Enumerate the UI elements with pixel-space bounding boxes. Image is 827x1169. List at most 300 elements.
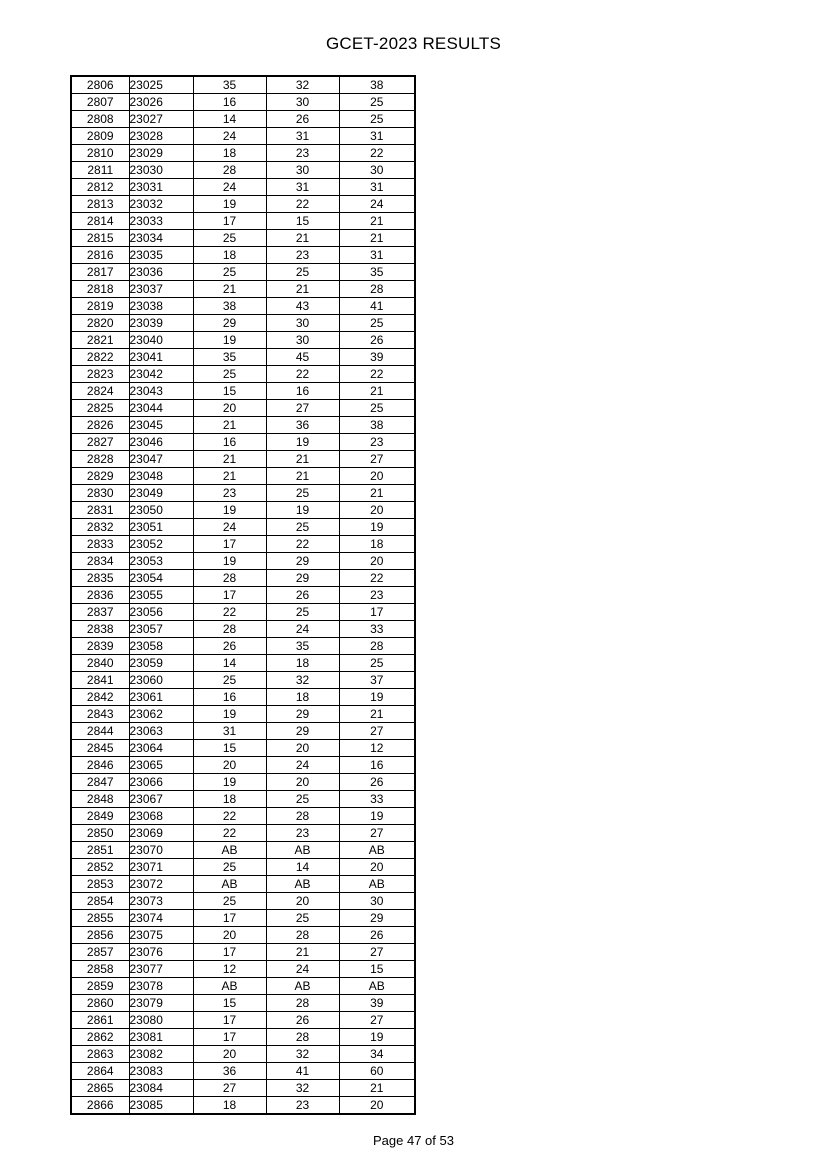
serial-number-cell: 2853 — [71, 876, 129, 893]
score-2-cell: 30 — [266, 315, 339, 332]
roll-number-cell: 23058 — [129, 638, 193, 655]
roll-number-cell: 23076 — [129, 944, 193, 961]
roll-number-cell: 23028 — [129, 128, 193, 145]
serial-number-cell: 2821 — [71, 332, 129, 349]
roll-number-cell: 23027 — [129, 111, 193, 128]
serial-number-cell: 2819 — [71, 298, 129, 315]
score-1-cell: 19 — [193, 196, 266, 213]
roll-number-cell: 23033 — [129, 213, 193, 230]
score-2-cell: 29 — [266, 570, 339, 587]
score-1-cell: 17 — [193, 536, 266, 553]
score-2-cell: 22 — [266, 536, 339, 553]
score-3-cell: 41 — [339, 298, 415, 315]
score-2-cell: 24 — [266, 757, 339, 774]
roll-number-cell: 23051 — [129, 519, 193, 536]
score-2-cell: 21 — [266, 451, 339, 468]
table-row — [71, 264, 415, 281]
score-3-cell: 19 — [339, 1029, 415, 1046]
serial-number-cell: 2830 — [71, 485, 129, 502]
score-2-cell: 24 — [266, 621, 339, 638]
score-3-cell: 34 — [339, 1046, 415, 1063]
table-row — [71, 451, 415, 468]
score-3-cell: 26 — [339, 774, 415, 791]
page-number: Page 47 of 53 — [373, 1133, 454, 1148]
score-1-cell: 25 — [193, 672, 266, 689]
score-1-cell: 26 — [193, 638, 266, 655]
roll-number-cell: 23078 — [129, 978, 193, 995]
roll-number-cell: 23063 — [129, 723, 193, 740]
roll-number-cell: 23083 — [129, 1063, 193, 1080]
page-title: GCET-2023 RESULTS — [325, 34, 502, 53]
score-1-cell: 20 — [193, 1046, 266, 1063]
roll-number-cell: 23062 — [129, 706, 193, 723]
score-3-cell: 19 — [339, 519, 415, 536]
score-1-cell: 14 — [193, 655, 266, 672]
score-2-cell: 32 — [266, 76, 339, 94]
table-row — [71, 179, 415, 196]
score-3-cell: 25 — [339, 111, 415, 128]
table-row — [71, 978, 415, 995]
score-1-cell: 25 — [193, 859, 266, 876]
score-1-cell: 15 — [193, 740, 266, 757]
serial-number-cell: 2820 — [71, 315, 129, 332]
table-row — [71, 876, 415, 893]
score-1-cell: 20 — [193, 400, 266, 417]
table-row — [71, 519, 415, 536]
score-1-cell: 15 — [193, 383, 266, 400]
roll-number-cell: 23049 — [129, 485, 193, 502]
score-1-cell: 16 — [193, 434, 266, 451]
serial-number-cell: 2839 — [71, 638, 129, 655]
roll-number-cell: 23044 — [129, 400, 193, 417]
score-3-cell: 38 — [339, 76, 415, 94]
serial-number-cell: 2862 — [71, 1029, 129, 1046]
score-3-cell: 28 — [339, 638, 415, 655]
score-3-cell: 19 — [339, 689, 415, 706]
score-3-cell: 22 — [339, 145, 415, 162]
table-row — [71, 927, 415, 944]
score-3-cell: 39 — [339, 995, 415, 1012]
roll-number-cell: 23043 — [129, 383, 193, 400]
serial-number-cell: 2861 — [71, 1012, 129, 1029]
table-row — [71, 1029, 415, 1046]
roll-number-cell: 23050 — [129, 502, 193, 519]
score-1-cell: 19 — [193, 502, 266, 519]
table-row — [71, 706, 415, 723]
table-row — [71, 536, 415, 553]
score-1-cell: 14 — [193, 111, 266, 128]
roll-number-cell: 23046 — [129, 434, 193, 451]
score-3-cell: AB — [339, 978, 415, 995]
serial-number-cell: 2822 — [71, 349, 129, 366]
serial-number-cell: 2810 — [71, 145, 129, 162]
score-1-cell: 31 — [193, 723, 266, 740]
score-1-cell: 29 — [193, 315, 266, 332]
score-1-cell: 25 — [193, 893, 266, 910]
serial-number-cell: 2847 — [71, 774, 129, 791]
score-1-cell: AB — [193, 978, 266, 995]
score-3-cell: AB — [339, 842, 415, 859]
roll-number-cell: 23054 — [129, 570, 193, 587]
score-3-cell: 19 — [339, 808, 415, 825]
score-1-cell: 38 — [193, 298, 266, 315]
score-3-cell: 20 — [339, 859, 415, 876]
table-row — [71, 961, 415, 978]
roll-number-cell: 23066 — [129, 774, 193, 791]
score-2-cell: 32 — [266, 1046, 339, 1063]
table-row — [71, 281, 415, 298]
score-2-cell: 25 — [266, 485, 339, 502]
score-1-cell: 15 — [193, 995, 266, 1012]
roll-number-cell: 23069 — [129, 825, 193, 842]
score-2-cell: 25 — [266, 519, 339, 536]
table-row — [71, 1097, 415, 1115]
score-3-cell: 28 — [339, 281, 415, 298]
score-2-cell: AB — [266, 842, 339, 859]
score-2-cell: 45 — [266, 349, 339, 366]
score-2-cell: 41 — [266, 1063, 339, 1080]
serial-number-cell: 2860 — [71, 995, 129, 1012]
score-1-cell: 28 — [193, 621, 266, 638]
roll-number-cell: 23053 — [129, 553, 193, 570]
score-1-cell: 17 — [193, 910, 266, 927]
table-row — [71, 944, 415, 961]
serial-number-cell: 2814 — [71, 213, 129, 230]
score-2-cell: 22 — [266, 196, 339, 213]
roll-number-cell: 23047 — [129, 451, 193, 468]
score-3-cell: 21 — [339, 383, 415, 400]
score-2-cell: 24 — [266, 961, 339, 978]
serial-number-cell: 2848 — [71, 791, 129, 808]
serial-number-cell: 2855 — [71, 910, 129, 927]
table-row — [71, 332, 415, 349]
score-3-cell: 33 — [339, 621, 415, 638]
score-3-cell: 27 — [339, 451, 415, 468]
score-3-cell: 16 — [339, 757, 415, 774]
roll-number-cell: 23068 — [129, 808, 193, 825]
serial-number-cell: 2831 — [71, 502, 129, 519]
roll-number-cell: 23084 — [129, 1080, 193, 1097]
roll-number-cell: 23029 — [129, 145, 193, 162]
score-1-cell: 18 — [193, 145, 266, 162]
roll-number-cell: 23077 — [129, 961, 193, 978]
table-row — [71, 587, 415, 604]
serial-number-cell: 2838 — [71, 621, 129, 638]
score-3-cell: 18 — [339, 536, 415, 553]
roll-number-cell: 23025 — [129, 76, 193, 94]
serial-number-cell: 2866 — [71, 1097, 129, 1115]
score-3-cell: 33 — [339, 791, 415, 808]
roll-number-cell: 23056 — [129, 604, 193, 621]
score-3-cell: 25 — [339, 315, 415, 332]
score-2-cell: 16 — [266, 383, 339, 400]
serial-number-cell: 2841 — [71, 672, 129, 689]
roll-number-cell: 23048 — [129, 468, 193, 485]
serial-number-cell: 2837 — [71, 604, 129, 621]
score-2-cell: 30 — [266, 162, 339, 179]
score-3-cell: 12 — [339, 740, 415, 757]
score-2-cell: 29 — [266, 706, 339, 723]
score-3-cell: 25 — [339, 655, 415, 672]
score-3-cell: 15 — [339, 961, 415, 978]
table-row — [71, 417, 415, 434]
score-1-cell: AB — [193, 876, 266, 893]
score-2-cell: 25 — [266, 910, 339, 927]
score-3-cell: 60 — [339, 1063, 415, 1080]
roll-number-cell: 23082 — [129, 1046, 193, 1063]
table-row — [71, 349, 415, 366]
serial-number-cell: 2844 — [71, 723, 129, 740]
serial-number-cell: 2845 — [71, 740, 129, 757]
score-1-cell: 28 — [193, 570, 266, 587]
score-2-cell: 43 — [266, 298, 339, 315]
score-2-cell: 20 — [266, 893, 339, 910]
score-2-cell: 26 — [266, 111, 339, 128]
score-2-cell: 19 — [266, 502, 339, 519]
score-1-cell: 17 — [193, 213, 266, 230]
table-row — [71, 196, 415, 213]
serial-number-cell: 2842 — [71, 689, 129, 706]
score-2-cell: 28 — [266, 995, 339, 1012]
roll-number-cell: 23065 — [129, 757, 193, 774]
score-3-cell: 21 — [339, 1080, 415, 1097]
score-3-cell: 21 — [339, 213, 415, 230]
score-1-cell: 19 — [193, 706, 266, 723]
roll-number-cell: 23034 — [129, 230, 193, 247]
score-2-cell: 23 — [266, 1097, 339, 1115]
score-2-cell: 32 — [266, 1080, 339, 1097]
score-3-cell: 30 — [339, 893, 415, 910]
roll-number-cell: 23070 — [129, 842, 193, 859]
roll-number-cell: 23059 — [129, 655, 193, 672]
score-3-cell: 27 — [339, 825, 415, 842]
table-row — [71, 485, 415, 502]
score-3-cell: 31 — [339, 247, 415, 264]
score-1-cell: 18 — [193, 1097, 266, 1115]
table-row — [71, 1012, 415, 1029]
serial-number-cell: 2846 — [71, 757, 129, 774]
score-3-cell: 21 — [339, 230, 415, 247]
table-row — [71, 621, 415, 638]
table-row — [71, 842, 415, 859]
serial-number-cell: 2865 — [71, 1080, 129, 1097]
score-2-cell: 25 — [266, 604, 339, 621]
score-2-cell: 14 — [266, 859, 339, 876]
roll-number-cell: 23040 — [129, 332, 193, 349]
score-1-cell: 24 — [193, 128, 266, 145]
score-2-cell: 20 — [266, 774, 339, 791]
serial-number-cell: 2812 — [71, 179, 129, 196]
serial-number-cell: 2832 — [71, 519, 129, 536]
serial-number-cell: 2850 — [71, 825, 129, 842]
score-3-cell: 27 — [339, 944, 415, 961]
score-2-cell: 30 — [266, 94, 339, 111]
serial-number-cell: 2852 — [71, 859, 129, 876]
score-3-cell: 23 — [339, 434, 415, 451]
table-row — [71, 740, 415, 757]
roll-number-cell: 23060 — [129, 672, 193, 689]
table-row — [71, 468, 415, 485]
score-3-cell: 29 — [339, 910, 415, 927]
score-1-cell: 18 — [193, 247, 266, 264]
score-1-cell: 19 — [193, 332, 266, 349]
serial-number-cell: 2833 — [71, 536, 129, 553]
roll-number-cell: 23071 — [129, 859, 193, 876]
score-1-cell: 24 — [193, 519, 266, 536]
score-1-cell: 19 — [193, 774, 266, 791]
table-row — [71, 893, 415, 910]
score-2-cell: 21 — [266, 281, 339, 298]
score-3-cell: 38 — [339, 417, 415, 434]
score-1-cell: 19 — [193, 553, 266, 570]
score-2-cell: 15 — [266, 213, 339, 230]
score-1-cell: 21 — [193, 451, 266, 468]
score-1-cell: 12 — [193, 961, 266, 978]
table-row — [71, 825, 415, 842]
score-2-cell: 26 — [266, 587, 339, 604]
score-3-cell: 26 — [339, 927, 415, 944]
roll-number-cell: 23038 — [129, 298, 193, 315]
score-1-cell: 17 — [193, 944, 266, 961]
score-2-cell: 27 — [266, 400, 339, 417]
score-2-cell: 29 — [266, 553, 339, 570]
score-2-cell: 21 — [266, 230, 339, 247]
score-1-cell: 36 — [193, 1063, 266, 1080]
serial-number-cell: 2858 — [71, 961, 129, 978]
score-2-cell: 36 — [266, 417, 339, 434]
serial-number-cell: 2840 — [71, 655, 129, 672]
score-3-cell: 39 — [339, 349, 415, 366]
table-row — [71, 145, 415, 162]
score-2-cell: 31 — [266, 128, 339, 145]
score-1-cell: 25 — [193, 264, 266, 281]
score-3-cell: 21 — [339, 706, 415, 723]
serial-number-cell: 2843 — [71, 706, 129, 723]
score-1-cell: 28 — [193, 162, 266, 179]
score-3-cell: 24 — [339, 196, 415, 213]
serial-number-cell: 2825 — [71, 400, 129, 417]
table-row — [71, 298, 415, 315]
score-3-cell: 23 — [339, 587, 415, 604]
serial-number-cell: 2815 — [71, 230, 129, 247]
serial-number-cell: 2836 — [71, 587, 129, 604]
score-2-cell: 31 — [266, 179, 339, 196]
table-row — [71, 723, 415, 740]
roll-number-cell: 23057 — [129, 621, 193, 638]
score-3-cell: 21 — [339, 485, 415, 502]
score-2-cell: 32 — [266, 672, 339, 689]
score-3-cell: 22 — [339, 570, 415, 587]
score-3-cell: 31 — [339, 179, 415, 196]
score-2-cell: 23 — [266, 145, 339, 162]
roll-number-cell: 23061 — [129, 689, 193, 706]
score-1-cell: 17 — [193, 587, 266, 604]
table-row — [71, 553, 415, 570]
roll-number-cell: 23041 — [129, 349, 193, 366]
table-row — [71, 230, 415, 247]
serial-number-cell: 2809 — [71, 128, 129, 145]
score-1-cell: 35 — [193, 349, 266, 366]
score-3-cell: 25 — [339, 94, 415, 111]
table-row — [71, 111, 415, 128]
table-row — [71, 400, 415, 417]
table-row — [71, 94, 415, 111]
score-2-cell: 21 — [266, 944, 339, 961]
roll-number-cell: 23064 — [129, 740, 193, 757]
score-1-cell: 20 — [193, 757, 266, 774]
roll-number-cell: 23080 — [129, 1012, 193, 1029]
roll-number-cell: 23032 — [129, 196, 193, 213]
serial-number-cell: 2817 — [71, 264, 129, 281]
table-row — [71, 910, 415, 927]
table-row — [71, 128, 415, 145]
score-2-cell: 23 — [266, 247, 339, 264]
score-1-cell: 21 — [193, 468, 266, 485]
score-1-cell: 16 — [193, 94, 266, 111]
score-2-cell: 22 — [266, 366, 339, 383]
roll-number-cell: 23026 — [129, 94, 193, 111]
serial-number-cell: 2818 — [71, 281, 129, 298]
score-3-cell: 20 — [339, 468, 415, 485]
score-2-cell: 18 — [266, 689, 339, 706]
roll-number-cell: 23036 — [129, 264, 193, 281]
serial-number-cell: 2811 — [71, 162, 129, 179]
table-row — [71, 434, 415, 451]
score-1-cell: 25 — [193, 230, 266, 247]
score-3-cell: 17 — [339, 604, 415, 621]
score-1-cell: 25 — [193, 366, 266, 383]
serial-number-cell: 2856 — [71, 927, 129, 944]
roll-number-cell: 23035 — [129, 247, 193, 264]
serial-number-cell: 2864 — [71, 1063, 129, 1080]
serial-number-cell: 2828 — [71, 451, 129, 468]
results-table — [70, 75, 416, 1115]
score-1-cell: 22 — [193, 825, 266, 842]
score-1-cell: 27 — [193, 1080, 266, 1097]
score-3-cell: 27 — [339, 723, 415, 740]
roll-number-cell: 23079 — [129, 995, 193, 1012]
table-row — [71, 791, 415, 808]
score-2-cell: AB — [266, 978, 339, 995]
score-1-cell: 21 — [193, 417, 266, 434]
score-2-cell: 19 — [266, 434, 339, 451]
roll-number-cell: 23045 — [129, 417, 193, 434]
table-row — [71, 247, 415, 264]
serial-number-cell: 2816 — [71, 247, 129, 264]
table-row — [71, 315, 415, 332]
table-row — [71, 213, 415, 230]
score-2-cell: 23 — [266, 825, 339, 842]
serial-number-cell: 2854 — [71, 893, 129, 910]
score-1-cell: AB — [193, 842, 266, 859]
table-row — [71, 859, 415, 876]
score-2-cell: 18 — [266, 655, 339, 672]
serial-number-cell: 2851 — [71, 842, 129, 859]
score-3-cell: 20 — [339, 553, 415, 570]
serial-number-cell: 2807 — [71, 94, 129, 111]
score-1-cell: 20 — [193, 927, 266, 944]
table-row — [71, 655, 415, 672]
score-2-cell: 29 — [266, 723, 339, 740]
score-2-cell: 20 — [266, 740, 339, 757]
table-row — [71, 808, 415, 825]
score-3-cell: 26 — [339, 332, 415, 349]
score-2-cell: 28 — [266, 1029, 339, 1046]
table-row — [71, 774, 415, 791]
score-2-cell: 35 — [266, 638, 339, 655]
roll-number-cell: 23030 — [129, 162, 193, 179]
score-3-cell: 35 — [339, 264, 415, 281]
